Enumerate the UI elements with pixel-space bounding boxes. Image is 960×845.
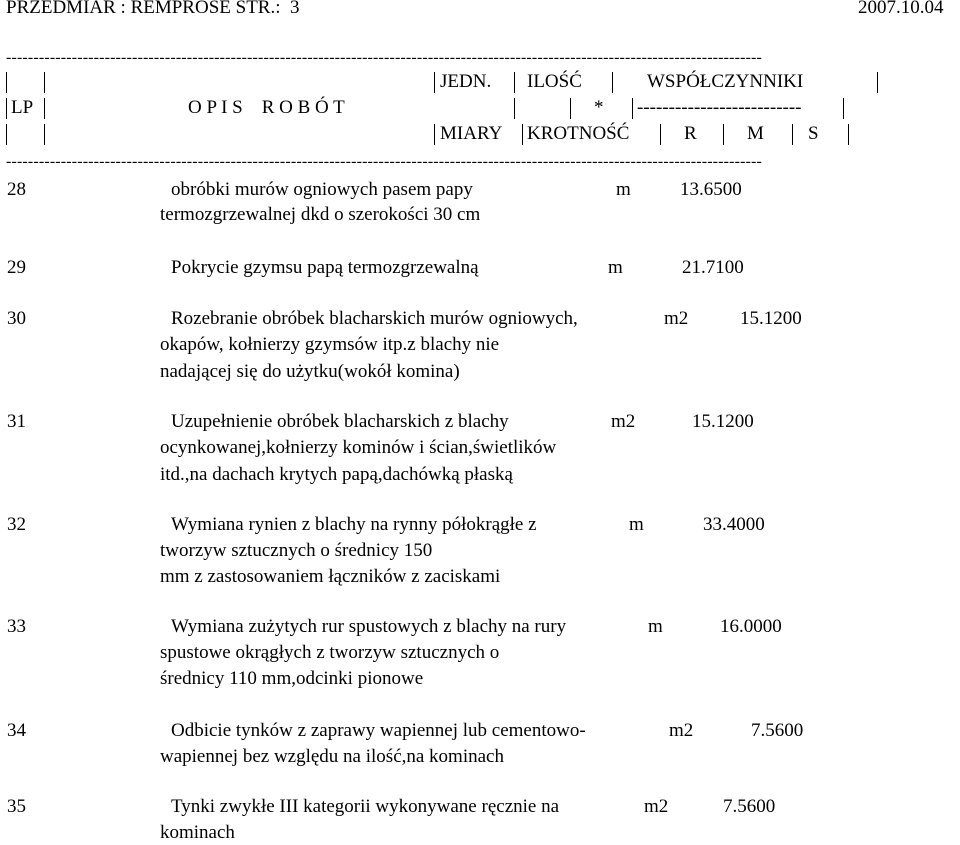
print-date: 2007.10.04 (858, 0, 944, 18)
item-lp: 30 (7, 308, 26, 329)
item-description-line: tworzyw sztucznych o średnicy 150 (160, 540, 433, 561)
header-lp: LP (11, 97, 34, 118)
item-description-line: mm z zastosowaniem łączników z zaciskami (160, 566, 501, 587)
item-quantity: 15.1200 (692, 411, 754, 432)
item-unit: m2 (669, 720, 694, 741)
header-wspolczynniki: WSPÓŁCZYNNIKI (647, 71, 804, 92)
header-m: M (747, 123, 764, 144)
header-opis: O P I S R O B Ó T (188, 97, 345, 118)
item-description-line: okapów, kołnierzy gzymsów itp.z blachy nie (160, 334, 500, 355)
column-divider (632, 98, 633, 119)
item-unit: m (608, 257, 623, 278)
item-description-line: Wymiana rynien z blachy na rynny półokrągłe z (171, 514, 537, 535)
header-star: * (594, 97, 604, 118)
item-description-line: średnicy 110 mm,odcinki pionowe (160, 668, 424, 689)
item-description-line: ocynkowanej,kołnierzy kominów i ścian,świetlików (160, 437, 557, 458)
item-unit: m2 (664, 308, 689, 329)
item-quantity: 7.5600 (723, 796, 776, 817)
column-divider (434, 72, 435, 93)
item-quantity: 21.7100 (682, 257, 744, 278)
item-unit: m (616, 179, 631, 200)
column-divider (6, 124, 7, 145)
column-divider (6, 98, 7, 119)
column-divider (514, 72, 515, 93)
column-divider (848, 124, 849, 145)
column-divider (877, 72, 878, 93)
column-divider (843, 98, 844, 119)
item-lp: 33 (7, 616, 26, 637)
separator-top: ------------------------------------------------------------------------------------------------------------------------------------------ (6, 49, 762, 66)
column-divider (44, 72, 45, 93)
item-lp: 29 (7, 257, 26, 278)
item-description-line: Rozebranie obróbek blacharskich murów ogniowych, (171, 308, 578, 329)
column-divider (434, 124, 435, 145)
column-divider (570, 98, 571, 119)
item-description-line: spustowe okrągłych z tworzyw sztucznych o (160, 642, 500, 663)
column-divider (612, 72, 613, 93)
header-krotnosc: KROTNOŚĆ (527, 123, 630, 144)
item-description-line: Odbicie tynków z zaprawy wapiennej lub cementowo- (171, 720, 586, 741)
item-quantity: 33.4000 (703, 514, 765, 535)
item-quantity: 16.0000 (720, 616, 782, 637)
header-coef-dashes: -------------------------- (637, 97, 802, 118)
item-description-line: nadającej się do użytku(wokół komina) (160, 361, 460, 382)
column-divider (6, 72, 7, 93)
item-lp: 35 (7, 796, 26, 817)
item-description-line: Tynki zwykłe III kategorii wykonywane ręcznie na (171, 796, 560, 817)
item-lp: 32 (7, 514, 26, 535)
column-divider (792, 124, 793, 145)
item-description-line: wapiennej bez względu na ilość,na kominach (160, 746, 504, 767)
item-unit: m (648, 616, 663, 637)
header-ilosc: ILOŚĆ (527, 71, 582, 92)
header-s: S (808, 123, 819, 144)
item-description-line: obróbki murów ogniowych pasem papy (171, 179, 473, 200)
item-unit: m2 (611, 411, 636, 432)
item-description-line: itd.,na dachach krytych papą,dachówką płaską (160, 464, 513, 485)
item-description-line: Pokrycie gzymsu papą termozgrzewalną (171, 257, 479, 278)
item-lp: 28 (7, 179, 26, 200)
column-divider (44, 98, 45, 119)
item-unit: m2 (644, 796, 669, 817)
item-description-line: Uzupełnienie obróbek blacharskich z blachy (171, 411, 509, 432)
item-description-line: kominach (160, 822, 235, 843)
separator-header: ------------------------------------------------------------------------------------------------------------------------------------------ (6, 153, 762, 170)
item-description-line: termozgrzewalnej dkd o szerokości 30 cm (160, 204, 481, 225)
column-divider (723, 124, 724, 145)
item-quantity: 13.6500 (680, 179, 742, 200)
item-unit: m (629, 514, 644, 535)
page-title: PRZEDMIAR : REMPROSE STR.: 3 (6, 0, 300, 18)
column-divider (44, 124, 45, 145)
header-miary: MIARY (440, 123, 503, 144)
column-divider (514, 98, 515, 119)
header-jedn: JEDN. (440, 71, 492, 92)
item-lp: 34 (7, 720, 26, 741)
item-quantity: 15.1200 (740, 308, 802, 329)
header-r: R (684, 123, 697, 144)
item-quantity: 7.5600 (751, 720, 804, 741)
item-lp: 31 (7, 411, 26, 432)
column-divider (522, 124, 523, 145)
item-description-line: Wymiana zużytych rur spustowych z blachy na rury (171, 616, 567, 637)
column-divider (660, 124, 661, 145)
